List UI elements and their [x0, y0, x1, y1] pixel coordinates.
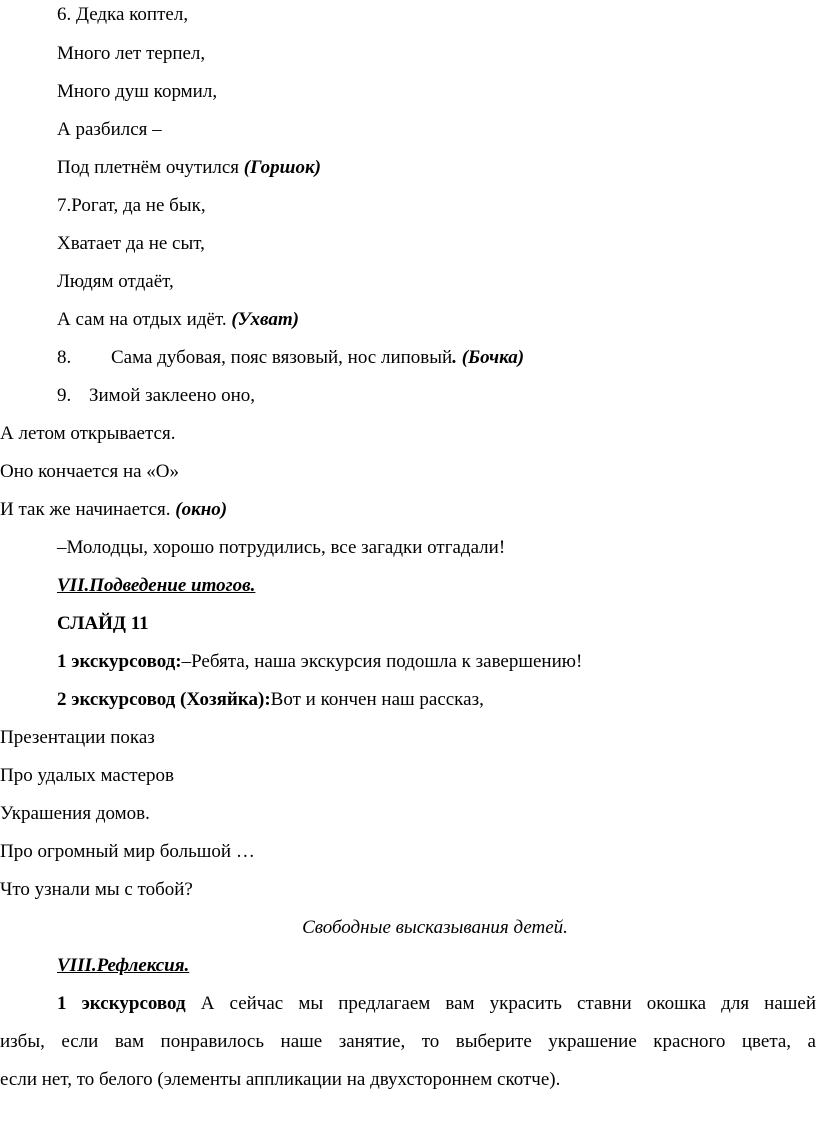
section8-title: VIII.Рефлексия.	[57, 955, 190, 976]
guide1-speaker: 1 экскурсовод:	[57, 651, 182, 672]
riddle7-answer: (Ухват)	[231, 309, 299, 330]
riddle8-line	[57, 346, 524, 370]
guide2-speaker: 2 экскурсовод (Хозяйка):	[57, 689, 271, 710]
section7-title: VII.Подведение итогов.	[57, 575, 256, 596]
free-answers-note: Свободные высказывания детей.	[302, 917, 568, 938]
riddle9-number: 9.	[57, 385, 72, 406]
riddle7-line4-text: А сам на отдых идёт.	[57, 309, 232, 330]
riddle6-line2: Много лет терпел,	[57, 43, 206, 64]
riddle7-line4	[57, 308, 299, 332]
poem-line2: Про удалых мастеров	[0, 765, 175, 786]
riddle6-line3: Много душ кормил,	[57, 81, 218, 102]
riddle6-line5	[57, 156, 321, 180]
reflection-line3: если нет, то белого (элементы аппликации на двухстороннем скотче).	[0, 1069, 561, 1090]
riddle6-line1: 6. Дедка коптел,	[57, 4, 189, 25]
riddle6-line5-text: Под плетнём очутился	[57, 157, 244, 178]
riddle6-answer: (Горшок)	[243, 157, 321, 178]
riddle9-line1-text: Зимой заклеено оно,	[89, 385, 255, 406]
riddle8-number: 8.	[57, 347, 72, 368]
poem-line1: Презентации показ	[0, 727, 155, 748]
riddle6-line4: А разбился –	[57, 119, 162, 140]
guide1-text: –Ребята, наша экскурсия подошла к завершению!	[181, 651, 583, 672]
poem-line3: Украшения домов.	[0, 803, 150, 824]
riddle7-line1: 7.Рогат, да не бык,	[57, 195, 206, 216]
poem-line4: Про огромный мир большой …	[0, 841, 255, 862]
guide2-text: Вот и кончен наш рассказ,	[270, 689, 484, 710]
riddle9-line4	[0, 498, 227, 522]
reflection-line2: избы, если вам понравилось наше занятие, то выберите украшение красного цвета, а	[0, 1031, 816, 1052]
guide1-line	[57, 650, 582, 674]
reflection-speaker: 1 экскурсовод	[57, 993, 186, 1014]
riddle9-line4-text: И так же начинается.	[0, 499, 176, 520]
praise-line: –Молодцы, хорошо потрудились, все загадки отгадали!	[57, 537, 506, 558]
slide-label: СЛАЙД 11	[57, 613, 149, 634]
riddle7-line3: Людям отдаёт,	[57, 271, 174, 292]
reflection-line1-text: А сейчас мы предлагаем вам украсить ставни окошка для нашей	[185, 993, 816, 1014]
guide2-line	[57, 688, 484, 712]
riddle9-line3: Оно кончается на «О»	[0, 461, 180, 482]
poem-line5: Что узнали мы с тобой?	[0, 879, 193, 900]
reflection-line1	[0, 992, 816, 1016]
riddle9-line2: А летом открывается.	[0, 423, 176, 444]
riddle9-line1	[57, 384, 255, 408]
riddle8-text: Сама дубовая, пояс вязовый, нос липовый	[111, 347, 453, 368]
riddle7-line2: Хватает да не сыт,	[57, 233, 205, 254]
riddle9-answer: (окно)	[175, 499, 228, 520]
riddle8-answer: . (Бочка)	[452, 347, 525, 368]
